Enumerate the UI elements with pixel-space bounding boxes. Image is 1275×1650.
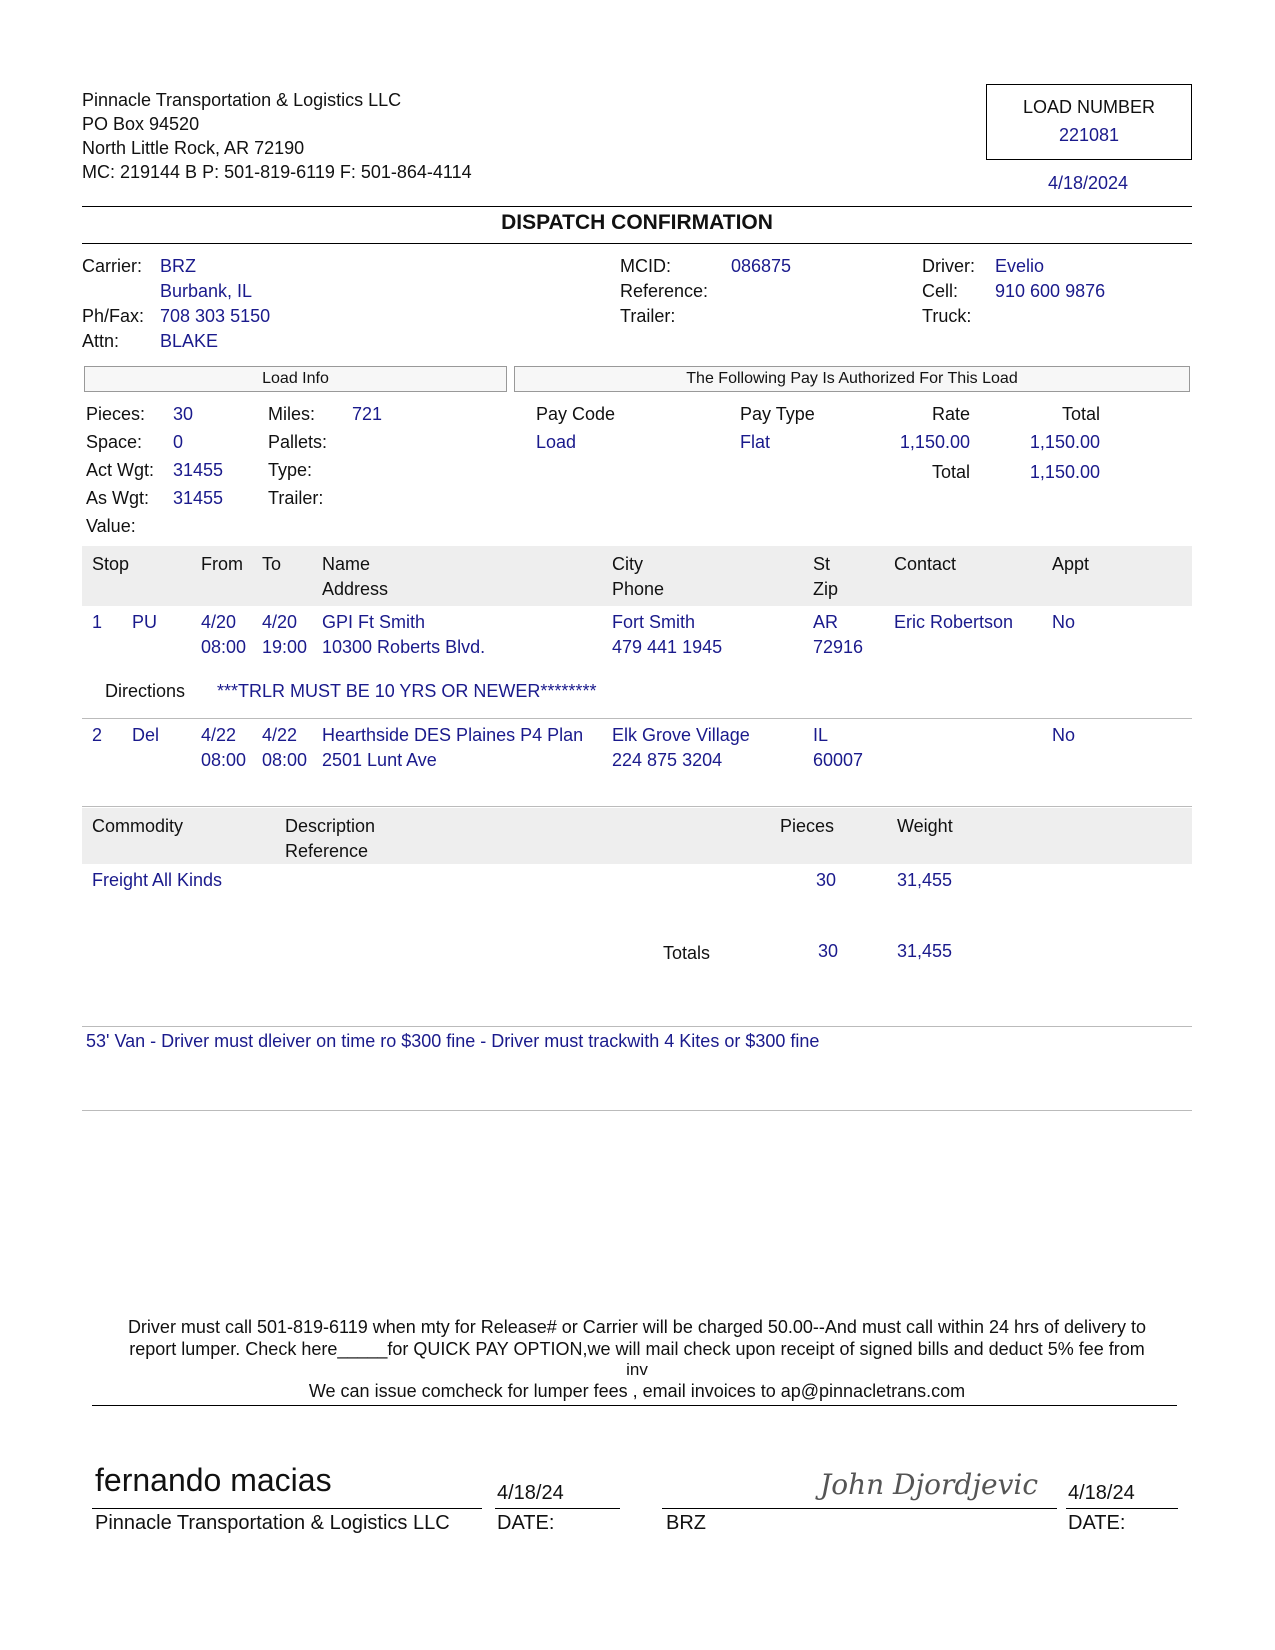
pay-code-header: Pay Code xyxy=(536,404,616,424)
load-date: 4/18/2024 xyxy=(1047,173,1129,193)
right-date-line xyxy=(1066,1508,1178,1509)
terms-line-4: We can issue comcheck for lumper fees , email invoices to ap@pinnacletrans.com xyxy=(308,1381,966,1401)
to-time: 08:00 xyxy=(262,750,308,770)
totals-label: Totals xyxy=(663,943,711,963)
commodity-weight: 31,455 xyxy=(897,870,953,890)
stop-name: GPI Ft Smith xyxy=(322,612,426,632)
cell-label: Cell: xyxy=(922,281,959,301)
from-date: 4/20 xyxy=(201,612,237,632)
pallets-label: Pallets: xyxy=(268,432,328,452)
load-number-label: LOAD NUMBER xyxy=(1022,97,1156,117)
commodity-top-rule xyxy=(82,806,1192,807)
left-signature-line xyxy=(92,1508,482,1509)
total-weight: 31,455 xyxy=(897,941,953,961)
actwgt-label: Act Wgt: xyxy=(86,460,155,480)
pay-rate: 1,150.00 xyxy=(899,432,970,452)
company-contact-line: MC: 219144 B P: 501-819-6119 F: 501-864-4114 xyxy=(82,162,472,182)
reference-label: Reference: xyxy=(620,281,709,301)
aswgt-label: As Wgt: xyxy=(86,488,150,508)
stop-city: Fort Smith xyxy=(612,612,696,632)
directions-text: ***TRLR MUST BE 10 YRS OR NEWER******** xyxy=(217,681,597,701)
left-date: 4/18/24 xyxy=(497,1482,564,1504)
carrier-name: BRZ xyxy=(160,256,196,276)
company-address-2: North Little Rock, AR 72190 xyxy=(82,138,305,158)
left-signer-name: fernando macias xyxy=(95,1462,332,1498)
to-date: 4/20 xyxy=(262,612,298,632)
stop-type: PU xyxy=(132,612,158,632)
title-top-rule xyxy=(82,206,1192,207)
mcid-label: MCID: xyxy=(620,256,671,276)
stop-name: Hearthside DES Plaines P4 Plan xyxy=(322,725,584,745)
terms-line-1: Driver must call 501-819-6119 when mty for Release# or Carrier will be charged 50.00--And must call within 24 hrs of delivery to xyxy=(127,1317,1147,1337)
reference-header: Reference xyxy=(285,841,369,861)
commodity-header: Commodity xyxy=(92,816,184,836)
left-date-line xyxy=(495,1508,620,1509)
stop-state: AR xyxy=(813,612,839,632)
phone-header: Phone xyxy=(612,579,665,599)
cell-value: 910 600 9876 xyxy=(995,281,1106,301)
stop-phone: 224 875 3204 xyxy=(612,750,723,770)
stop-divider xyxy=(82,718,1192,719)
to-date: 4/22 xyxy=(262,725,298,745)
pay-code: Load xyxy=(536,432,577,452)
actwgt-value: 31455 xyxy=(173,460,224,480)
weight-header: Weight xyxy=(897,816,953,836)
pieces-label: Pieces: xyxy=(86,404,146,424)
from-date: 4/22 xyxy=(201,725,237,745)
to-header: To xyxy=(262,554,282,574)
phfax-value: 708 303 5150 xyxy=(160,306,271,326)
address-header: Address xyxy=(322,579,389,599)
commodity-header-bar xyxy=(82,808,1192,864)
mcid-value: 086875 xyxy=(731,256,792,276)
pay-type-header: Pay Type xyxy=(740,404,815,424)
notes-top-rule xyxy=(82,1026,1192,1027)
left-company: Pinnacle Transportation & Logistics LLC xyxy=(95,1512,450,1534)
miles-label: Miles: xyxy=(268,404,316,424)
stop-city: Elk Grove Village xyxy=(612,725,750,745)
notes-bottom-rule xyxy=(82,1110,1192,1111)
name-header: Name xyxy=(322,554,371,574)
truck-label: Truck: xyxy=(922,306,972,326)
stop-phone: 479 441 1945 xyxy=(612,637,723,657)
city-header: City xyxy=(612,554,643,574)
right-date: 4/18/24 xyxy=(1068,1482,1135,1504)
pay-type: Flat xyxy=(740,432,771,452)
stop-zip: 60007 xyxy=(813,750,864,770)
rate-header: Rate xyxy=(931,404,970,424)
to-time: 19:00 xyxy=(262,637,308,657)
notes-text: 53' Van - Driver must dleiver on time ro $300 fine - Driver must trackwith 4 Kites or $300 fine xyxy=(86,1031,820,1051)
appt-header: Appt xyxy=(1052,554,1090,574)
contact-header: Contact xyxy=(894,554,957,574)
pieces-value: 30 xyxy=(173,404,194,424)
right-company: BRZ xyxy=(666,1512,706,1534)
space-value: 0 xyxy=(173,432,184,452)
type-label: Type: xyxy=(268,460,313,480)
description-header: Description xyxy=(285,816,376,836)
load-info-header: Load Info xyxy=(84,366,507,392)
terms-line-2: report lumper. Check here_____for QUICK PAY OPTION,we will mail check upon receipt of signed bills and deduct 5% fee from xyxy=(129,1339,1145,1359)
terms-rule xyxy=(92,1405,1177,1406)
company-name: Pinnacle Transportation & Logistics LLC xyxy=(82,90,402,110)
pay-grand-total: 1,150.00 xyxy=(1029,462,1100,482)
pay-header: The Following Pay Is Authorized For This Load xyxy=(514,366,1190,392)
right-signature-line xyxy=(662,1508,1057,1509)
stop-type: Del xyxy=(132,725,160,745)
total-pieces: 30 xyxy=(818,941,839,961)
stop-contact: Eric Robertson xyxy=(894,612,1014,632)
pay-total: 1,150.00 xyxy=(1029,432,1100,452)
page-title: DISPATCH CONFIRMATION xyxy=(501,211,773,234)
stop-state: IL xyxy=(813,725,829,745)
total-header: Total xyxy=(1061,404,1100,424)
stop-num: 2 xyxy=(92,725,103,745)
st-header: St xyxy=(813,554,831,574)
stop-appt: No xyxy=(1052,612,1076,632)
aswgt-value: 31455 xyxy=(173,488,224,508)
phfax-label: Ph/Fax: xyxy=(82,306,145,326)
space-label: Space: xyxy=(86,432,143,452)
pay-total-label: Total xyxy=(931,462,970,482)
stop-header: Stop xyxy=(92,554,130,574)
load-number-box xyxy=(986,84,1192,160)
pieces-header: Pieces xyxy=(780,816,835,836)
stop-zip: 72916 xyxy=(813,637,864,657)
carrier-trailer-label: Trailer: xyxy=(620,306,676,326)
commodity-name: Freight All Kinds xyxy=(92,870,223,890)
from-time: 08:00 xyxy=(201,637,247,657)
driver-label: Driver: xyxy=(922,256,975,276)
company-address-1: PO Box 94520 xyxy=(82,114,200,134)
load-trailer-label: Trailer: xyxy=(268,488,324,508)
title-bottom-rule xyxy=(82,243,1192,244)
left-date-label: DATE: xyxy=(497,1512,555,1534)
attn-label: Attn: xyxy=(82,331,120,351)
carrier-city: Burbank, IL xyxy=(160,281,253,301)
stop-address: 10300 Roberts Blvd. xyxy=(322,637,486,657)
zip-header: Zip xyxy=(813,579,839,599)
right-signature: John Djordjevic xyxy=(820,1468,1039,1501)
carrier-label: Carrier: xyxy=(82,256,143,276)
stop-appt: No xyxy=(1052,725,1076,745)
driver-value: Evelio xyxy=(995,256,1045,276)
miles-value: 721 xyxy=(352,404,383,424)
stop-num: 1 xyxy=(92,612,103,632)
terms-line-3: inv xyxy=(626,1360,648,1379)
load-number: 221081 xyxy=(1058,125,1120,145)
stop-address: 2501 Lunt Ave xyxy=(322,750,437,770)
right-date-label: DATE: xyxy=(1068,1512,1126,1534)
commodity-pieces: 30 xyxy=(816,870,837,890)
value-label: Value: xyxy=(86,516,136,536)
from-time: 08:00 xyxy=(201,750,247,770)
attn-value: BLAKE xyxy=(160,331,219,351)
from-header: From xyxy=(201,554,243,574)
directions-label: Directions xyxy=(105,681,186,701)
